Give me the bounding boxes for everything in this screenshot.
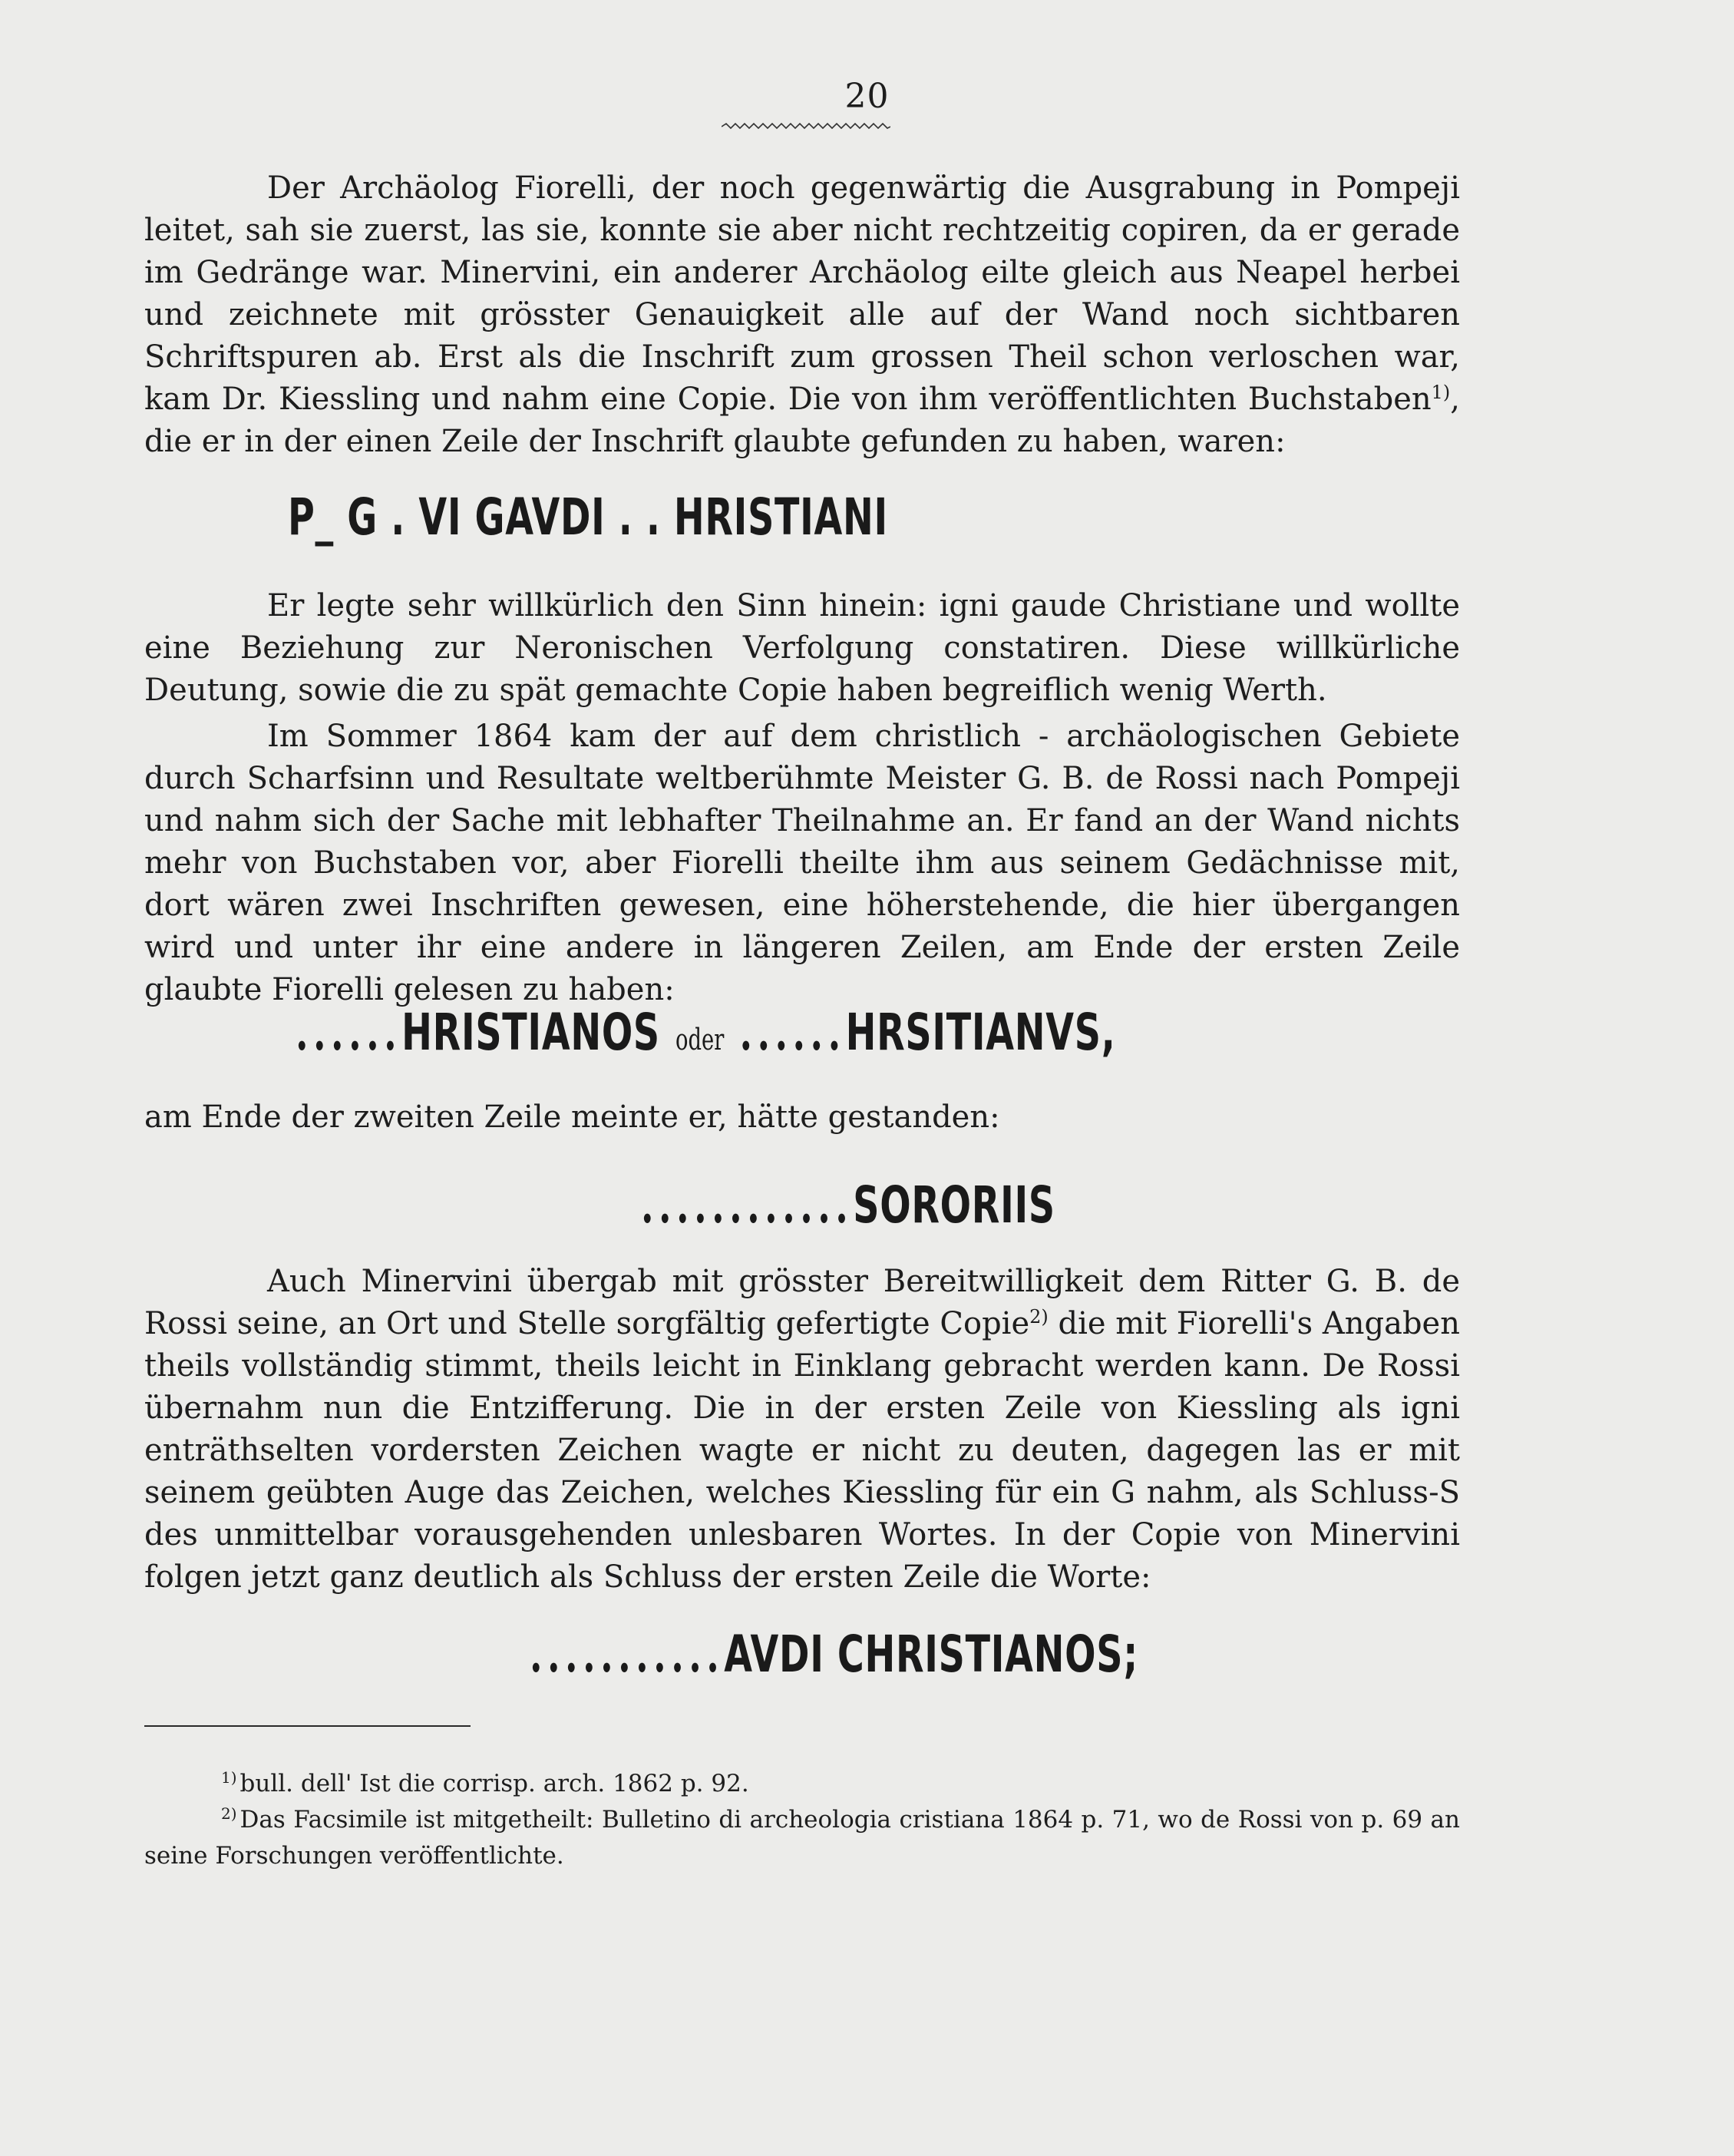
paragraph-de-rossi-visit [144,716,1460,1011]
inscription-minervini [530,1624,1138,1684]
paragraph-fiorelli-discovery [144,167,1460,463]
paragraph-text: , die er in der einen Zeile der Inschrift glaubte gefunden zu haben, waren: [144,382,1460,459]
inscription-dots: ...... [296,1002,402,1062]
inscription-fiorelli-line2 [641,1175,1055,1235]
paragraph-text: die mit Fiorelli's Angaben theils vollständig stimmt, theils leicht in Einklang gebracht werden kann. De Rossi übernahm nun die Entzifferung. Die in der ersten Zeile von Kiessling als igni enträthselten vordersten Zeichen wagte er nicht zu deuten, dagegen las er mit seinem geübten Auge das Zeichen, welches Kiessling für ein G nahm, als Schluss-S des unmittelbar vorausgehenden unlesbaren Wortes. In der Copie von Minervini folgen jetzt ganz deutlich als Schluss der ersten Zeile die Worte: [144,1306,1460,1595]
footnote-ref-1[interactable]: 1) [1431,382,1451,403]
paragraph-text: Er legte sehr willkürlich den Sinn hinein: igni gaude Christiane und wollte eine Beziehung zur Neronischen Verfolgung constatiren. Diese willkürliche Deutung, sowie die zu spät gemachte Copie haben begreiflich wenig Werth. [144,588,1460,708]
inscription-kiessling: P_ G . VI GAVDI . . HRISTIANI [288,488,888,547]
paragraph-text: am Ende der zweiten Zeile meinte er, hätte gestanden: [144,1099,1000,1135]
footnote-mark: 1) [221,1768,237,1787]
inscription-dots: ............ [641,1175,854,1235]
inscription-dots: ...... [739,1002,846,1062]
footnote-2 [144,1802,1460,1874]
footnote-ref-2[interactable]: 2) [1029,1306,1049,1328]
inscription-fiorelli-line1 [296,1002,1116,1062]
footnote-1 [144,1766,1460,1802]
footnote-mark: 2) [221,1804,237,1823]
paragraph-text: Der Archäolog Fiorelli, der noch gegenwärtig die Ausgrabung in Pompeji leitet, sah sie zuerst, las sie, konnte sie aber nicht rechtzeitig copiren, da er gerade im Gedränge war. Minervini, ein anderer Archäolog eilte gleich aus Neapel herbei und zeichnete mit grösster Genauigkeit alle auf der Wand noch sichtbaren Schriftspuren ab. Erst als die Inschrift zum grossen Theil schon verloschen war, kam Dr. Kiessling und nahm eine Copie. Die von ihm veröffentlichten Buchstaben [144,170,1460,417]
footnote-text: Das Facsimile ist mitgetheilt: Bulletino di archeologia cristiana 1864 p. 71, wo de Rossi von p. 69 an seine Forschungen veröffentlichte. [144,1806,1460,1870]
page-number: 20 [844,77,890,116]
paragraph-text: Im Sommer 1864 kam der auf dem christlich - archäologischen Gebiete durch Scharfsinn und Resultate weltberühmte Meister G. B. de Rossi nach Pompeji und nahm sich der Sache mit lebhafter Theilnahme an. Er fand an der Wand nichts mehr von Buchstaben vor, aber Fiorelli theilte ihm aus seinem Gedächnisse mit, dort wären zwei Inschriften gewesen, eine höherstehende, die hier übergangen wird und unter ihr eine andere in längeren Zeilen, am Ende der ersten Zeile glaubte Fiorelli gelesen zu haben: [144,719,1460,1007]
paragraph-kiessling-interpretation [144,585,1460,712]
footnote-text: bull. dell' Ist die corrisp. arch. 1862 p. 92. [239,1770,749,1797]
inscription-word: SORORIIS [853,1176,1055,1235]
inscription-word: HRISTIANOS [401,1003,660,1062]
page-number-ornament [722,121,890,132]
paragraph-second-line-intro [144,1096,1460,1139]
footnote-separator [144,1725,471,1727]
paragraph-minervini-copy [144,1261,1460,1599]
inscription-connector: oder [675,1023,725,1057]
footnotes [144,1766,1460,1874]
inscription-word: HRSITIANVS, [845,1003,1116,1062]
inscription-word: AVDI CHRISTIANOS; [724,1625,1138,1684]
inscription-dots: ........... [530,1624,725,1684]
paragraph-text: Auch Minervini übergab mit grösster Bereitwilligkeit dem Ritter G. B. de Rossi seine, an Ort und Stelle sorgfältig gefertigte Copie [144,1264,1460,1341]
